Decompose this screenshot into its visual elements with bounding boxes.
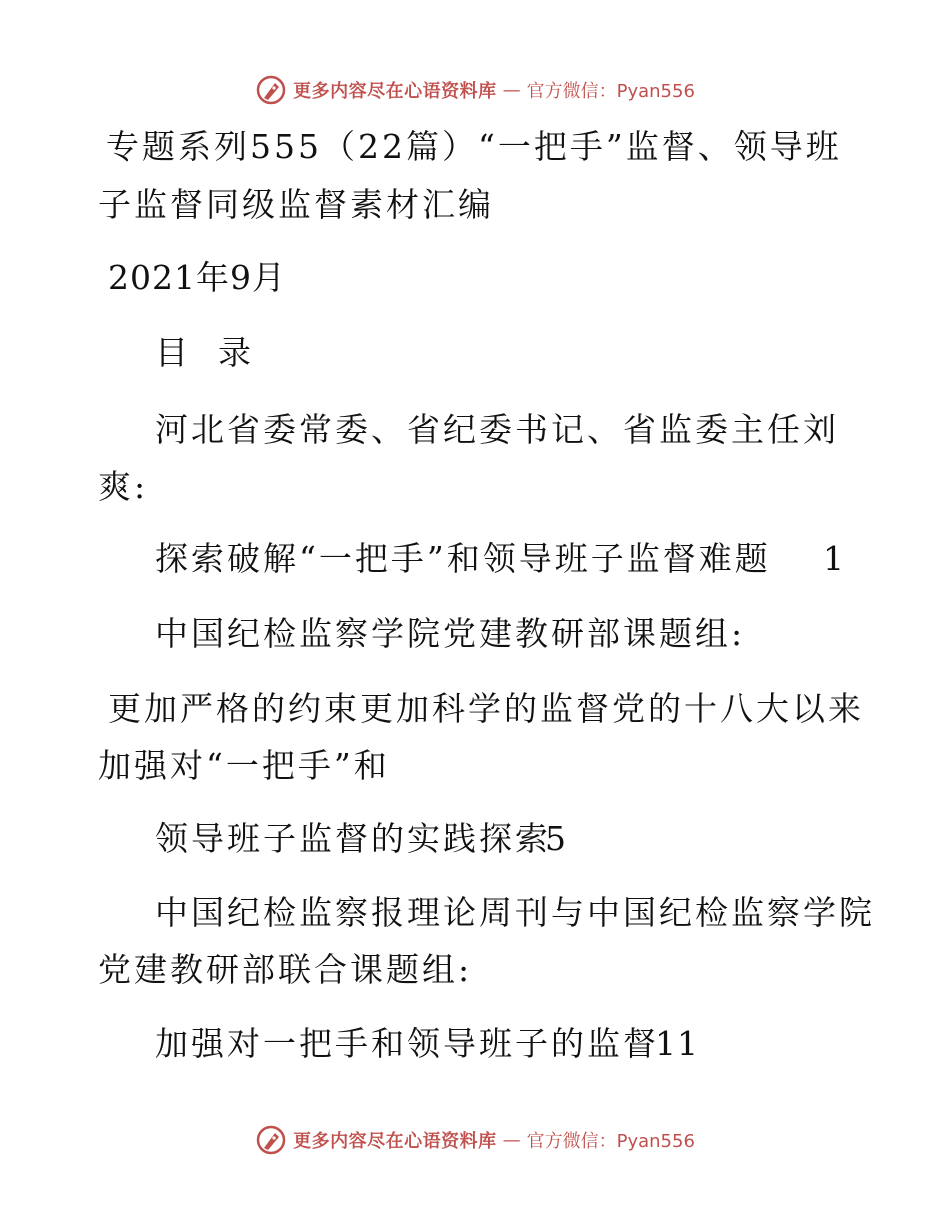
- toc-entry-2-page: 5: [545, 819, 567, 858]
- toc-entry-3-author-line1: 中国纪检监察报理论周刊与中国纪检监察学院: [155, 893, 875, 932]
- toc-entry-3-author-line2: 党建教研部联合课题组:: [98, 950, 473, 989]
- toc-entry-2-title-line3: 领导班子监督的实践探索: [155, 819, 551, 858]
- banner-title: 更多内容尽在心语资料库: [293, 1131, 497, 1152]
- toc-entry-2-title-line2: 加强对“一把手”和: [98, 746, 390, 785]
- footer-banner: [0, 1120, 950, 1160]
- doc-date: 2021年9月: [108, 258, 286, 297]
- doc-title-line1: 专题系列555（22篇）“一把手”监督、领导班: [106, 127, 842, 166]
- banner-wechat: 官方微信：Pyan556: [526, 1131, 695, 1152]
- toc-entry-1-page: 1: [823, 539, 845, 578]
- pen-nib-logo-icon: [255, 1124, 287, 1156]
- toc-entry-2-author: 中国纪检监察学院党建教研部课题组:: [155, 614, 746, 653]
- pen-nib-logo-icon: [255, 74, 287, 106]
- toc-entry-1-author-line2: 爽:: [98, 467, 149, 506]
- banner-separator: —: [502, 79, 521, 101]
- banner-title: 更多内容尽在心语资料库: [293, 81, 497, 102]
- header-banner: [0, 70, 950, 110]
- toc-entry-3-title: 加强对一把手和领导班子的监督: [155, 1024, 659, 1063]
- toc-entry-1-title: 探索破解“一把手”和领导班子监督难题: [155, 539, 771, 578]
- banner-separator: —: [502, 1129, 521, 1151]
- banner-wechat: 官方微信：Pyan556: [526, 81, 695, 102]
- toc-entry-2-title-line1: 更加严格的约束更加科学的监督党的十八大以来: [108, 689, 864, 728]
- toc-entry-3-page: 11: [655, 1024, 699, 1063]
- toc-entry-1-author-line1: 河北省委常委、省纪委书记、省监委主任刘: [155, 410, 839, 449]
- toc-heading: 目 录: [155, 333, 254, 372]
- doc-title-line2: 子监督同级监督素材汇编: [98, 185, 494, 224]
